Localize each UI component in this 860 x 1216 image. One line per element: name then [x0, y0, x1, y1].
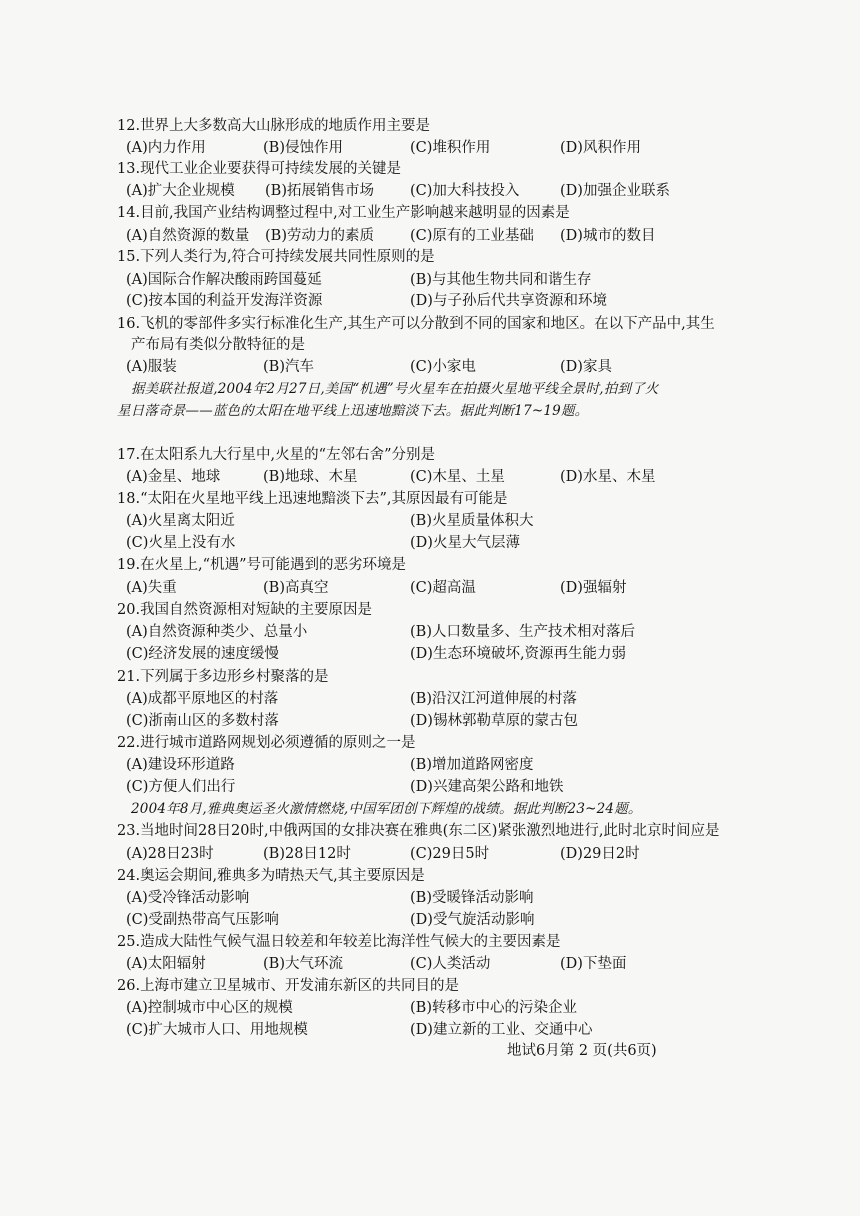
question-number: 25 [117, 934, 136, 950]
question-stem: 我国自然资源相对短缺的主要原因是 [140, 602, 373, 618]
question-stem: 飞机的零部件多实行标准化生产,其生产可以分散到不同的国家和地区。在以下产品中,其生 [140, 316, 715, 332]
answer-option: (D)生态环境破坏,资源再生能力弱 [410, 646, 627, 662]
answer-option: (A)建设环形道路 [126, 757, 235, 773]
answer-option: (D)风积作用 [560, 140, 641, 156]
answer-option: (C)人类活动 [410, 956, 491, 972]
question-14: 14.目前,我国产业结构调整过程中,对工业生产影响越来越明显的因素是 [117, 205, 570, 221]
question-number: 12 [117, 118, 136, 134]
answer-option: (B)大气环流 [263, 956, 343, 972]
answer-option: (A)服装 [126, 359, 177, 375]
answer-option: (C)经济发展的速度缓慢 [126, 646, 279, 662]
answer-option: (C)加大科技投入 [410, 183, 520, 199]
options-row [0, 291, 860, 311]
question-18: 18.“太阳在火星地平线上迅速地黯淡下去”,其原因最有可能是 [117, 491, 508, 507]
question-stem: 下列人类行为,符合可持续发展共同性原则的是 [140, 249, 435, 265]
question-number: 18 [117, 491, 136, 507]
options-row [0, 1020, 860, 1040]
answer-option: (B)28日12时 [263, 846, 351, 862]
answer-option: (C)按本国的利益开发海洋资源 [126, 293, 323, 309]
options-row [0, 270, 860, 290]
answer-option: (C)方便人们出行 [126, 779, 236, 795]
question-23: 23.当地时间28日20时,中俄两国的女排决赛在雅典(东二区)紧张激烈地进行,此时北京时间应是 [117, 823, 720, 839]
answer-option: (A)火星离太阳近 [126, 513, 235, 529]
options-row [0, 622, 860, 642]
question-number: 24 [117, 868, 136, 884]
question-12: 12.世界上大多数高大山脉形成的地质作用主要是 [117, 118, 431, 134]
answer-option: (A)国际合作解决酸雨跨国蔓延 [126, 272, 322, 288]
answer-option: (A)内力作用 [126, 140, 206, 156]
answer-option: (B)与其他生物共同和谐生存 [410, 272, 592, 288]
question-number: 20 [117, 602, 136, 618]
answer-option: (D)锡林郭勒草原的蒙古包 [410, 713, 578, 729]
question-stem: “太阳在火星地平线上迅速地黯淡下去”,其原因最有可能是 [140, 491, 508, 507]
reading-passage: 据美联社报道,2004年2月27日,美国“机遇”号火星车在拍摄火星地平线全景时,拍到了火 [131, 381, 659, 397]
question-24: 24.奥运会期间,雅典多为晴热天气,其主要原因是 [117, 868, 425, 884]
answer-option: (C)小家电 [410, 359, 476, 375]
question-19: 19.在火星上,“机遇”号可能遇到的恶劣环境是 [117, 557, 406, 573]
answer-option: (B)高真空 [263, 580, 329, 596]
options-row [0, 844, 860, 864]
question-number: 26 [117, 978, 136, 994]
answer-option: (A)金星、地球 [126, 469, 221, 485]
question-number: 16 [117, 316, 136, 332]
answer-option: (D)家具 [560, 359, 612, 375]
options-row [0, 711, 860, 731]
answer-option: (B)汽车 [263, 359, 314, 375]
answer-option: (D)加强企业联系 [560, 183, 670, 199]
answer-option: (D)火星大气层薄 [410, 535, 520, 551]
question-17: 17.在太阳系九大行星中,火星的“左邻右舍”分别是 [117, 447, 435, 463]
question-26: 26.上海市建立卫星城市、开发浦东新区的共同目的是 [117, 978, 460, 994]
question-16: 16.飞机的零部件多实行标准化生产,其生产可以分散到不同的国家和地区。在以下产品中,其生 [117, 316, 715, 332]
question-stem: 奥运会期间,雅典多为晴热天气,其主要原因是 [140, 868, 425, 884]
answer-option: (A)自然资源种类少、总量小 [126, 624, 308, 640]
answer-option: (C)浙南山区的多数村落 [126, 713, 279, 729]
answer-option: (C)29日5时 [410, 846, 490, 862]
question-number: 14 [117, 205, 136, 221]
answer-option: (B)拓展销售市场 [265, 183, 374, 199]
options-row [0, 910, 860, 930]
options-row [0, 181, 860, 201]
question-stem: 目前,我国产业结构调整过程中,对工业生产影响越来越明显的因素是 [140, 205, 570, 221]
answer-option: (B)沿汉江河道伸展的村落 [410, 691, 577, 707]
answer-option: (D)29日2时 [560, 846, 640, 862]
question-13: 13.现代工业企业要获得可持续发展的关键是 [117, 161, 402, 177]
question-20: 20.我国自然资源相对短缺的主要原因是 [117, 602, 373, 618]
options-row [0, 689, 860, 709]
answer-option: (B)受暖锋活动影响 [410, 890, 534, 906]
answer-option: (A)失重 [126, 580, 177, 596]
question-number: 13 [117, 161, 136, 177]
question-15: 15.下列人类行为,符合可持续发展共同性原则的是 [117, 249, 435, 265]
answer-option: (A)受冷锋活动影响 [126, 890, 250, 906]
question-number: 17 [117, 447, 136, 463]
options-row [0, 888, 860, 908]
question-number: 23 [117, 823, 136, 839]
question-25: 25.造成大陆性气候气温日较差和年较差比海洋性气候大的主要因素是 [117, 934, 561, 950]
question-stem: 在火星上,“机遇”号可能遇到的恶劣环境是 [140, 557, 406, 573]
question-number: 22 [117, 735, 136, 751]
question-stem: 当地时间28日20时,中俄两国的女排决赛在雅典(东二区)紧张激烈地进行,此时北京时间应是 [140, 823, 720, 839]
answer-option: (B)侵蚀作用 [263, 140, 343, 156]
options-row [0, 578, 860, 598]
answer-option: (C)原有的工业基础 [410, 228, 534, 244]
answer-option: (A)28日23时 [126, 846, 214, 862]
options-row [0, 644, 860, 664]
reading-passage: 星日落奇景——蓝色的太阳在地平线上迅速地黯淡下去。据此判断17~19题。 [117, 403, 589, 419]
answer-option: (D)受气旋活动影响 [410, 912, 535, 928]
answer-option: (A)太阳辐射 [126, 956, 206, 972]
answer-option: (B)转移市中心的污染企业 [410, 1000, 577, 1016]
answer-option: (D)建立新的工业、交通中心 [410, 1022, 593, 1038]
question-stem: 现代工业企业要获得可持续发展的关键是 [140, 161, 402, 177]
answer-option: (C)受副热带高气压影响 [126, 912, 279, 928]
answer-option: (A)成都平原地区的村落 [126, 691, 279, 707]
options-row [0, 467, 860, 487]
answer-option: (B)地球、木星 [263, 469, 358, 485]
answer-option: (C)超高温 [410, 580, 476, 596]
answer-option: (D)强辐射 [560, 580, 627, 596]
question-stem: 在太阳系九大行星中,火星的“左邻右舍”分别是 [140, 447, 435, 463]
answer-option: (C)木星、土星 [410, 469, 505, 485]
answer-option: (D)与子孙后代共享资源和环境 [410, 293, 607, 309]
answer-option: (B)劳动力的素质 [265, 228, 374, 244]
question-stem: 下列属于多边形乡村聚落的是 [140, 669, 329, 685]
question-stem: 上海市建立卫星城市、开发浦东新区的共同目的是 [140, 978, 460, 994]
reading-passage: 2004年8月,雅典奥运圣火激情燃烧,中国军团创下辉煌的战绩。据此判断23~24题。 [131, 801, 642, 817]
answer-option: (A)扩大企业规模 [126, 183, 235, 199]
answer-option: (D)水星、木星 [560, 469, 656, 485]
question-number: 19 [117, 557, 136, 573]
options-row [0, 755, 860, 775]
answer-option: (A)控制城市中心区的规模 [126, 1000, 293, 1016]
answer-option: (D)城市的数目 [560, 228, 656, 244]
options-row [0, 511, 860, 531]
answer-option: (B)人口数量多、生产技术相对落后 [410, 624, 635, 640]
options-row [0, 138, 860, 158]
page-footer: 地试6月第 2 页(共6页) [507, 1043, 657, 1059]
question-21: 21.下列属于多边形乡村聚落的是 [117, 669, 329, 685]
question-stem: 造成大陆性气候气温日较差和年较差比海洋性气候大的主要因素是 [140, 934, 561, 950]
options-row [0, 533, 860, 553]
options-row [0, 954, 860, 974]
answer-option: (C)堆积作用 [410, 140, 491, 156]
answer-option: (B)火星质量体积大 [410, 513, 534, 529]
answer-option: (B)增加道路网密度 [410, 757, 534, 773]
answer-option: (A)自然资源的数量 [126, 228, 250, 244]
question-stem: 进行城市道路网规划必须遵循的原则之一是 [140, 735, 416, 751]
question-stem-continued: 产布局有类似分散特征的是 [131, 337, 305, 353]
options-row [0, 226, 860, 246]
options-row [0, 998, 860, 1018]
options-row [0, 777, 860, 797]
answer-option: (D)兴建高架公路和地铁 [410, 779, 564, 795]
options-row [0, 357, 860, 377]
question-stem: 世界上大多数高大山脉形成的地质作用主要是 [140, 118, 431, 134]
answer-option: (D)下垫面 [560, 956, 627, 972]
question-22: 22.进行城市道路网规划必须遵循的原则之一是 [117, 735, 416, 751]
question-number: 15 [117, 249, 136, 265]
answer-option: (C)火星上没有水 [126, 535, 236, 551]
question-number: 21 [117, 669, 136, 685]
answer-option: (C)扩大城市人口、用地规模 [126, 1022, 308, 1038]
